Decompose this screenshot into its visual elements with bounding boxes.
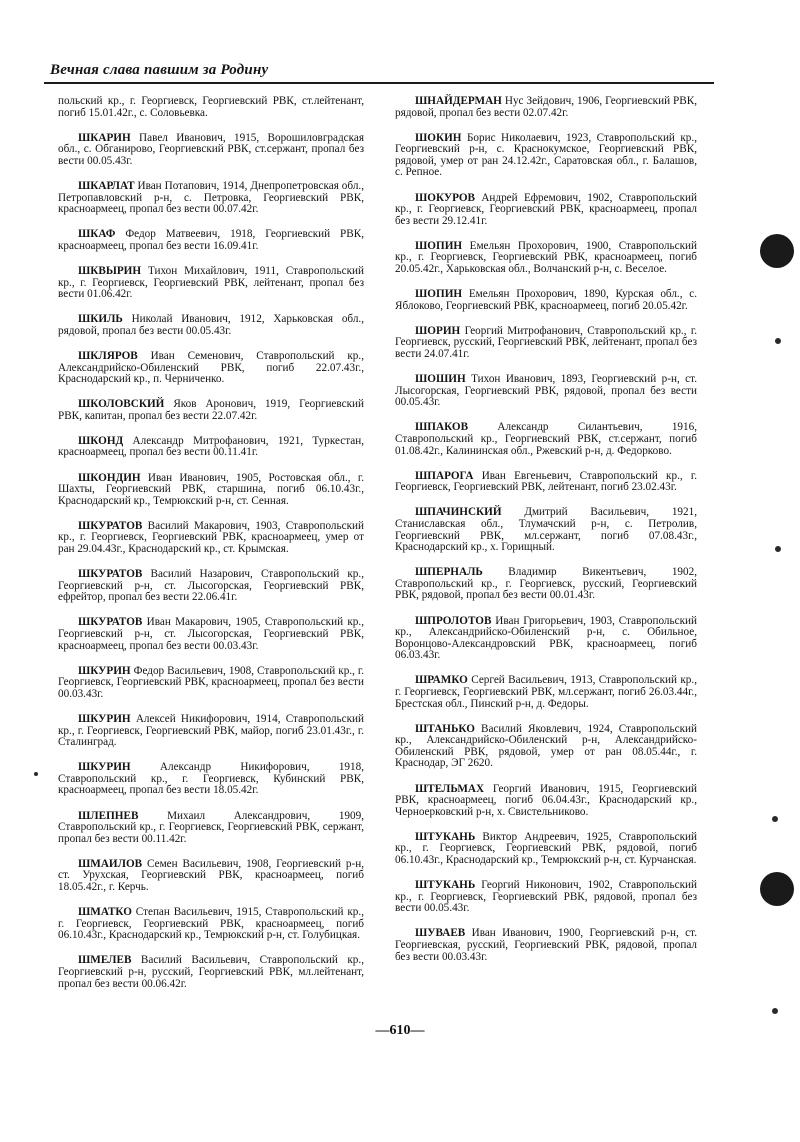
entry-details: Александр Митрофанович, 1921, Туркестан, красноармеец, пропал без вести 00.11.41г.: [58, 434, 364, 459]
list-item: [58, 399, 364, 422]
list-item: [395, 241, 697, 276]
entry-details: Емельян Прохорович, 1900, Ставропольский кр., г. Георгиевск, Георгиевский РВК, красноармеец, погиб 20.05.42г., Харьковская обл., Волчанский р-н, с. Веселое.: [395, 239, 697, 276]
list-item: [58, 229, 364, 252]
entry-details: Борис Николаевич, 1923, Ставропольский кр., Георгиевский р-н, с. Краснокумское, Георгиевский РВК, рядовой, умер от ран 24.12.42г., Саратовская обл., г. Балашов, с. Репное.: [395, 131, 697, 179]
surname: ШРАМКО: [415, 674, 468, 687]
surname: ШУВАЕВ: [415, 927, 466, 940]
entry-details: Павел Иванович, 1915, Ворошиловградская обл., с. Обганирово, Георгиевский РВК, ст.сержант, пропал без вести 00.05.43г.: [58, 131, 364, 167]
entry-details: Семен Васильевич, 1908, Георгиевский р-н, ст. Урухская, Георгиевский РВК, красноармеец, погиб 18.05.42г., г. Керчь.: [58, 857, 364, 893]
entry-details: Георгий Митрофанович, Ставропольский кр., г. Георгиевск, русский, Георгиевский РВК, лейтенант, пропал без вести 24.07.41г.: [395, 324, 697, 360]
entry-details: Василий Макарович, 1903, Ставропольский кр., г. Георгиевск, Георгиевский РВК, красноармеец, умер от ран 29.04.43г., Краснодарский кр., ст. Крымская.: [58, 519, 364, 556]
entry-details: Василий Назарович, Ставропольский кр., Георгиевский р-н, ст. Лысогорская, Георгиевский РВК, ефрейтор, пропал без вести 22.06.41г.: [58, 568, 364, 604]
speck: [772, 1008, 778, 1014]
surname: ШКУРАТОВ: [78, 568, 143, 581]
surname: ШКЛЯРОВ: [78, 349, 138, 362]
list-item: [58, 96, 364, 119]
entry-details: Федор Матвеевич, 1918, Георгиевский РВК, красноармеец, пропал без вести 16.09.41г.: [58, 228, 364, 252]
list-item: [395, 724, 697, 770]
surname: ШКУРАТОВ: [78, 616, 143, 629]
entry-details: Иван Евгеньевич, Ставропольский кр., г. Георгиевск, Георгиевский РВК, лейтенант, погиб 23.02.43г.: [395, 469, 697, 494]
surname: ШМАИЛОВ: [78, 857, 143, 870]
entry-details: Василий Васильевич, Ставропольский кр., Георгиевский р-н, русский, Георгиевский РВК, мл.лейтенант, пропал без вести 00.06.42г.: [58, 954, 364, 990]
surname: ШПАКОВ: [415, 421, 469, 434]
surname: ШКИЛЬ: [78, 313, 123, 326]
surname: ШОПИН: [415, 239, 463, 252]
list-item: [58, 907, 364, 942]
list-item: [395, 880, 697, 915]
surname: ШКУРИН: [78, 664, 131, 677]
list-item: [395, 133, 697, 179]
list-item: [395, 193, 697, 228]
list-item: [58, 473, 364, 508]
list-item: [58, 859, 364, 894]
entry-details: Дмитрий Васильевич, 1921, Станиславская обл., Тлумачский р-н, с. Петролив, Георгиевский РВК, мл.сержант, погиб 07.08.43г., Краснодарский кр., х. Горищный.: [395, 506, 697, 554]
surname: ШКУРАТОВ: [78, 519, 143, 532]
speck: [775, 338, 781, 344]
surname: ШКУРИН: [78, 761, 131, 774]
entry-details: Николай Иванович, 1912, Харьковская обл., рядовой, пропал без вести 00.05.43г.: [58, 313, 364, 337]
list-item: [395, 928, 697, 963]
entry-details: Александр Силантьевич, 1916, Ставропольский кр., Георгиевский РВК, ст.сержант, погиб 01.08.42г., Калининская обл., Ржевский р-н, д. Федорково.: [395, 421, 697, 457]
list-item: [395, 422, 697, 457]
list-item: [58, 436, 364, 459]
surname: ШПАРОГА: [415, 469, 474, 482]
right-column: [395, 96, 697, 977]
surname: ШПРОЛОТОВ: [415, 614, 492, 627]
surname: ШКВЫРИН: [78, 264, 142, 277]
surname: ШПЕРНАЛЬ: [415, 566, 483, 579]
list-item: [58, 569, 364, 604]
entry-details: Александр Никифорович, 1918, Ставропольский кр., г. Георгиевск, Кубинский РВК, красноармеец, пропал без вести 18.05.42г.: [58, 761, 364, 797]
list-item: [58, 955, 364, 990]
list-item: [395, 471, 697, 494]
list-item: [395, 616, 697, 662]
page-number: —610—: [375, 1023, 425, 1038]
entry-details: Георгий Никонович, 1902, Ставропольский кр., г. Георгиевск, Георгиевский РВК, рядовой, пропал без вести 00.05.43г.: [395, 879, 697, 915]
entry-details: Андрей Ефремович, 1902, Ставропольский кр., г. Георгиевск, Георгиевский РВК, красноармеец, пропал без вести 29.12.41г.: [395, 191, 697, 227]
surname: ШНАЙДЕРМАН: [415, 95, 502, 107]
surname: ШТЕЛЬМАХ: [415, 782, 485, 795]
list-item: [58, 181, 364, 216]
surname: ШКАРИН: [78, 131, 131, 144]
surname: ШТАНЬКО: [415, 722, 475, 735]
entry-details: Сергей Васильевич, 1913, Ставропольский кр., г. Георгиевск, Георгиевский РВК, мл.сержант, погиб 26.03.44г., Брестская обл., Пинский р-н, д. Федоры.: [395, 674, 697, 710]
surname: ШТУКАНЬ: [415, 830, 476, 843]
entry-details: Нус Зейдович, 1906, Георгиевский РВК, рядовой, пропал без вести 02.07.42г.: [395, 95, 697, 119]
surname: ШОКИН: [415, 131, 462, 144]
surname: ШОРИН: [415, 324, 461, 337]
surname: ШМЕЛЕВ: [78, 954, 132, 967]
list-item: [395, 567, 697, 602]
punch-hole-top: [760, 234, 794, 268]
entry-details: Федор Васильевич, 1908, Ставропольский кр., г. Георгиевск, Георгиевский РВК, красноармеец, пропал без вести 00.03.43г.: [58, 664, 364, 700]
list-item: [58, 133, 364, 168]
list-item: [58, 266, 364, 301]
speck: [772, 816, 778, 822]
list-item: [395, 289, 697, 312]
list-item: [58, 314, 364, 337]
list-item: [395, 96, 697, 119]
running-header: [44, 60, 714, 84]
surname: ШОКУРОВ: [415, 191, 476, 204]
running-header-title: Вечная слава павшим за Родину: [50, 62, 269, 78]
list-item: [395, 507, 697, 553]
entry-details: Тихон Михайлович, 1911, Ставропольский кр., г. Георгиевск, Георгиевский РВК, лейтенант, пропал без вести 01.06.42г.: [58, 264, 364, 301]
entry-details: Иван Семенович, Ставропольский кр., Александрийско-Обиленский РВК, погиб 22.07.43г., Краснодарский кр., п. Черниченко.: [58, 349, 364, 386]
list-item: [395, 326, 697, 361]
entry-details: Михаил Александрович, 1909, Ставропольский кр., г. Георгиевск, Георгиевский РВК, сержант, пропал без вести 00.11.42г.: [58, 809, 364, 845]
surname: ШКАРЛАТ: [78, 179, 135, 192]
surname: ШМАТКО: [78, 906, 132, 919]
entry-details: Алексей Никифорович, 1914, Ставропольский кр., г. Георгиевск, Георгиевский РВК, майор, погиб 23.01.43г., г. Сталинград.: [58, 712, 364, 749]
surname: ШКУРИН: [78, 712, 131, 725]
surname: ШКАФ: [78, 228, 116, 241]
speck: [34, 772, 38, 776]
surname: ШЛЕПНЕВ: [78, 809, 139, 822]
list-item: [395, 675, 697, 710]
surname: ШКОНДИН: [78, 471, 141, 484]
list-item: [58, 351, 364, 386]
list-item: [395, 374, 697, 409]
entry-details: Владимир Викентьевич, 1902, Ставропольский кр., г. Георгиевск, русский, Георгиевский РВК, рядовой, пропал без вести 00.01.43г.: [395, 566, 697, 602]
entry-details: Георгий Иванович, 1915, Георгиевский РВК, красноармеец, погиб 06.04.43г., Краснодарский кр., Черноерковский р-н, х. Свистельниково.: [395, 782, 697, 818]
entry-details: Емельян Прохорович, 1890, Курская обл., с. Яблоково, Георгиевский РВК, красноармеец, погиб 20.05.42г.: [395, 288, 697, 312]
list-item: [58, 811, 364, 846]
entry-details: польский кр., г. Георгиевск, Георгиевский РВК, ст.лейтенант, погиб 15.01.42г., с. Соловьевка.: [58, 95, 364, 119]
surname: ШОШИН: [415, 373, 466, 386]
surname: ШКОНД: [78, 434, 124, 447]
entry-details: Тихон Иванович, 1893, Георгиевский р-н, ст. Лысогорская, Георгиевский РВК, рядовой, пропал без вести 00.05.43г.: [395, 373, 697, 409]
entry-details: Василий Яковлевич, 1924, Ставропольский кр., Александрийско-Обиленский р-н, Александрийско-Обиленский РВК, рядовой, умер от ран 08.05.44г., г. Краснодар, ЭГ 2620.: [395, 722, 697, 770]
list-item: [395, 832, 697, 867]
entry-details: Иван Григорьевич, 1903, Ставропольский кр., Александрийско-Обиленский р-н, с. Обильное, Воронцово-Александровский РВК, красноармеец, погиб 06.03.43г.: [395, 614, 697, 662]
speck: [775, 546, 781, 552]
punch-hole-bottom: [760, 872, 794, 906]
list-item: [58, 762, 364, 797]
entry-details: Иван Иванович, 1905, Ростовская обл., г. Шахты, Георгиевский РВК, старшина, погиб 06.10.43г., Краснодарский кр., Темрюкский р-н, ст. Сенная.: [58, 471, 364, 507]
list-item: [58, 714, 364, 749]
entry-details: Виктор Андреевич, 1925, Ставропольский кр., г. Георгиевск, Георгиевский РВК, рядовой, погиб 06.10.43г., Краснодарский кр., Темрюкский р-н, ст. Курчанская.: [395, 830, 697, 866]
entry-details: Иван Макарович, 1905, Ставропольский кр., Георгиевский р-н, ст. Лысогорская, Георгиевский РВК, красноармеец, пропал без вести 00.03.43г.: [58, 616, 364, 652]
list-item: [58, 521, 364, 556]
entry-details: Яков Аронович, 1919, Георгиевский РВК, капитан, пропал без вести 22.07.42г.: [58, 398, 364, 422]
left-column: [58, 96, 364, 1004]
list-item: [58, 666, 364, 701]
list-item: [58, 617, 364, 652]
entry-details: Иван Иванович, 1900, Георгиевский р-н, ст. Георгиевская, русский, Георгиевский РВК, рядовой, пропал без вести 00.03.43г.: [395, 927, 697, 963]
surname: ШОПИН: [415, 288, 463, 301]
list-item: [395, 784, 697, 819]
entry-details: Степан Васильевич, 1915, Ставропольский кр., г. Георгиевск, Георгиевский РВК, красноармеец, погиб 06.10.43г., Краснодарский кр., Темрюкский р-н, ст. Голубицкая.: [58, 906, 364, 942]
surname: ШТУКАНЬ: [415, 879, 476, 892]
entry-details: Иван Потапович, 1914, Днепропетровская обл., Петропавловский р-н, с. Петровка, Георгиевский РВК, красноармеец, пропал без вести 00.07.42г.: [58, 179, 364, 216]
surname: ШПАЧИНСКИЙ: [415, 506, 502, 519]
surname: ШКОЛОВСКИЙ: [78, 398, 165, 411]
